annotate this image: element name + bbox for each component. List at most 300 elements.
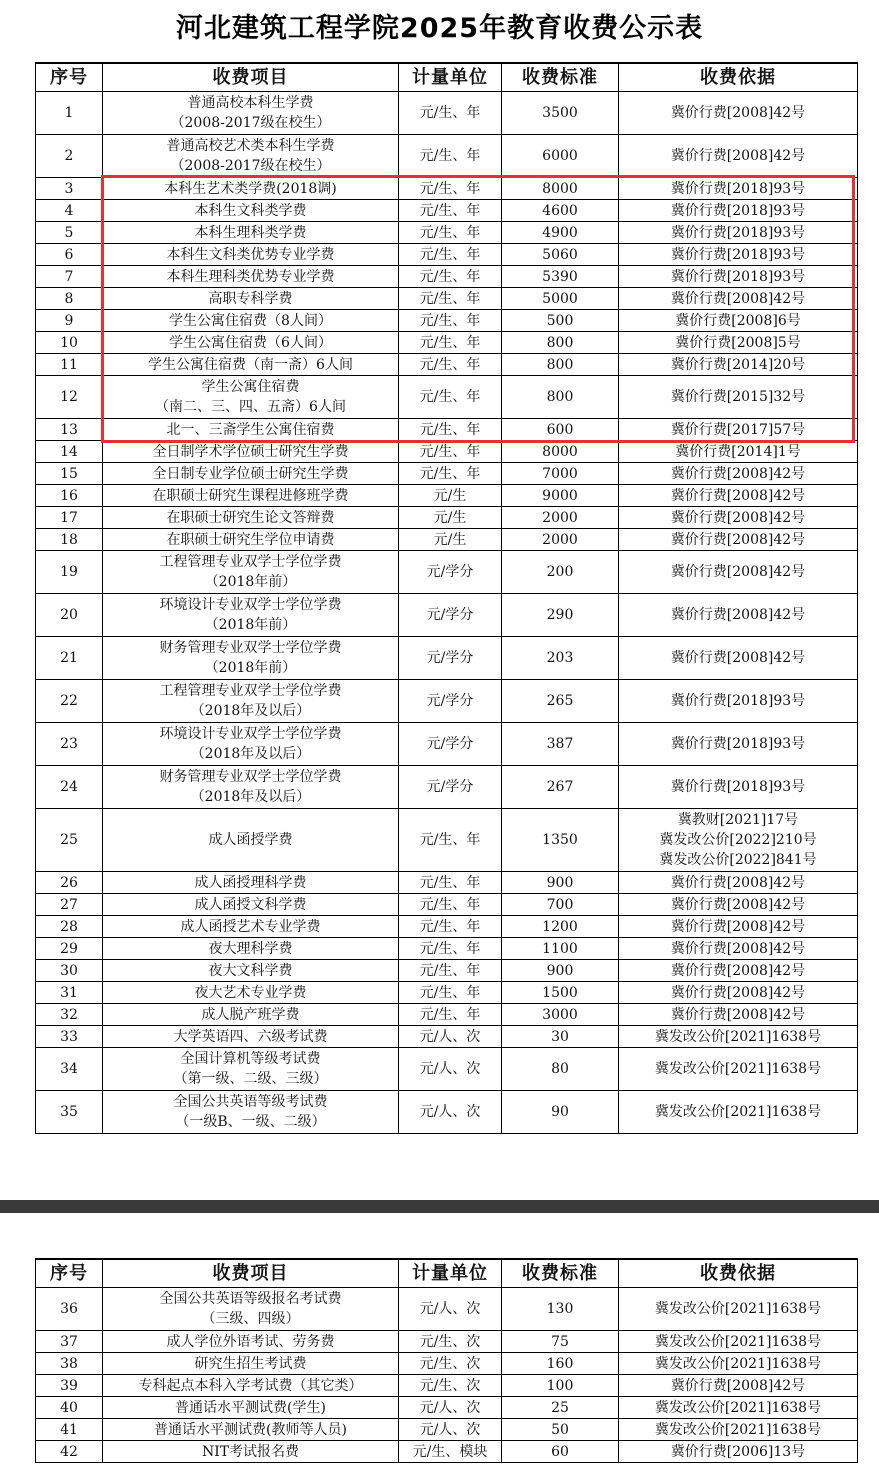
cell-basis: [619, 916, 858, 938]
cell-unit: 元/生: [399, 529, 502, 551]
table-row: [36, 594, 858, 637]
cell-fee: 900: [502, 960, 619, 982]
cell-fee: 267: [502, 766, 619, 809]
cell-unit: 元/人、次: [399, 1091, 502, 1134]
table-row: [36, 723, 858, 766]
cell-item: [103, 960, 399, 982]
cell-basis-line: 冀价行费[2018]93号: [670, 246, 806, 263]
cell-item-line: 财务管理专业双学士学位学费: [159, 640, 342, 656]
cell-unit: 元/生、年: [399, 938, 502, 960]
cell-basis-line: 冀价行费[2008]42号: [670, 918, 806, 935]
cell-basis: [619, 135, 858, 178]
cell-item-line: 在职硕士研究生学位申请费: [166, 531, 335, 548]
cell-unit: 元/生、年: [399, 809, 502, 872]
cell-basis-line: 冀价行费[2008]42号: [670, 607, 806, 623]
cell-basis: [619, 266, 858, 288]
cell-no: 23: [36, 723, 103, 766]
cell-basis: [619, 1419, 858, 1441]
cell-basis-line: 冀发改公价[2021]1638号: [654, 1421, 822, 1438]
table-row: [36, 354, 858, 376]
table-row: [36, 766, 858, 809]
table-row: [36, 92, 858, 135]
header-no: 序号: [36, 63, 103, 92]
cell-basis: [619, 1026, 858, 1048]
cell-unit: 元/生、次: [399, 1331, 502, 1353]
cell-item-line: 夜大艺术专业学费: [194, 984, 307, 1001]
cell-item: [103, 529, 399, 551]
cell-no: 37: [36, 1331, 103, 1353]
cell-fee: 5000: [502, 288, 619, 310]
cell-basis: [619, 1091, 858, 1134]
table-header-row: [36, 1259, 858, 1288]
table-row: [36, 1288, 858, 1331]
cell-fee: 2000: [502, 529, 619, 551]
cell-item: [103, 916, 399, 938]
cell-fee: 130: [502, 1288, 619, 1331]
cell-basis: [619, 872, 858, 894]
cell-fee: 9000: [502, 485, 619, 507]
cell-item: [103, 723, 399, 766]
cell-item: [103, 1288, 399, 1331]
cell-basis: [619, 178, 858, 200]
cell-item-line: （2018年及以后）: [190, 703, 311, 719]
table-row: [36, 1441, 858, 1463]
cell-item-line: 全日制专业学位硕士研究生学费: [152, 465, 349, 482]
cell-item: [103, 419, 399, 441]
cell-fee: 3000: [502, 1004, 619, 1026]
cell-basis: [619, 723, 858, 766]
cell-item-line: （第一级、二级、三级）: [173, 1071, 328, 1087]
cell-basis-line: 冀价行费[2018]93号: [670, 693, 806, 709]
cell-no: 28: [36, 916, 103, 938]
cell-item-line: 学生公寓住宿费（南一斋）6人间: [148, 356, 353, 373]
cell-fee: 25: [502, 1397, 619, 1419]
cell-basis-line: 冀价行费[2008]42号: [670, 984, 806, 1001]
cell-item: [103, 200, 399, 222]
cell-unit: 元/生、年: [399, 266, 502, 288]
cell-item: [103, 178, 399, 200]
cell-no: 24: [36, 766, 103, 809]
cell-unit: 元/学分: [399, 766, 502, 809]
cell-basis-line: 冀发改公价[2021]1638号: [654, 1301, 822, 1317]
cell-item: [103, 376, 399, 419]
cell-no: 30: [36, 960, 103, 982]
cell-no: 36: [36, 1288, 103, 1331]
cell-unit: 元/学分: [399, 594, 502, 637]
cell-fee: 1500: [502, 982, 619, 1004]
table-row: [36, 288, 858, 310]
cell-item: [103, 1375, 399, 1397]
cell-item: [103, 310, 399, 332]
fee-table-part-2: [35, 1258, 858, 1463]
cell-no: 18: [36, 529, 103, 551]
cell-basis: [619, 637, 858, 680]
cell-unit: 元/生、模块: [399, 1441, 502, 1463]
page-divider: [0, 1200, 879, 1213]
cell-no: 11: [36, 354, 103, 376]
cell-unit: 元/学分: [399, 723, 502, 766]
cell-item-line: 成人学位外语考试、劳务费: [166, 1333, 335, 1350]
cell-basis: [619, 809, 858, 872]
cell-basis: [619, 1331, 858, 1353]
cell-no: 22: [36, 680, 103, 723]
cell-item-line: 全国公共英语等级考试费: [173, 1094, 328, 1110]
cell-basis-line: 冀发改公价[2021]1638号: [654, 1355, 822, 1372]
cell-no: 6: [36, 244, 103, 266]
cell-basis-line: 冀价行费[2008]42号: [670, 1377, 806, 1394]
cell-item-line: 本科生艺术类学费(2018调): [164, 180, 337, 197]
cell-item-line: 本科生文科类学费: [194, 202, 307, 219]
cell-basis-line: 冀价行费[2008]5号: [675, 334, 801, 351]
cell-no: 34: [36, 1048, 103, 1091]
table-row: [36, 1353, 858, 1375]
cell-basis: [619, 1004, 858, 1026]
cell-unit: 元/生、年: [399, 419, 502, 441]
cell-no: 41: [36, 1419, 103, 1441]
cell-no: 21: [36, 637, 103, 680]
cell-fee: 100: [502, 1375, 619, 1397]
cell-item: [103, 1004, 399, 1026]
cell-unit: 元/生、年: [399, 135, 502, 178]
cell-fee: 6000: [502, 135, 619, 178]
cell-no: 38: [36, 1353, 103, 1375]
table-row: [36, 916, 858, 938]
cell-basis: [619, 419, 858, 441]
cell-item: [103, 1091, 399, 1134]
cell-item: [103, 441, 399, 463]
cell-item-line: 普通高校艺术类本科生学费: [166, 138, 335, 154]
cell-item-line: 成人函授学费: [208, 832, 293, 848]
table-row: [36, 1004, 858, 1026]
cell-unit: 元/生、年: [399, 354, 502, 376]
cell-unit: 元/生、年: [399, 916, 502, 938]
cell-item: [103, 1026, 399, 1048]
table-row: [36, 809, 858, 872]
cell-item: [103, 222, 399, 244]
cell-no: 29: [36, 938, 103, 960]
cell-basis: [619, 982, 858, 1004]
cell-basis-line: 冀价行费[2008]42号: [670, 105, 806, 121]
cell-fee: 200: [502, 551, 619, 594]
cell-fee: 700: [502, 894, 619, 916]
cell-basis-line: 冀价行费[2008]42号: [670, 148, 806, 164]
table-row: [36, 332, 858, 354]
cell-unit: 元/生: [399, 485, 502, 507]
table-row: [36, 1397, 858, 1419]
cell-item-line: 本科生理科类学费: [194, 224, 307, 241]
cell-basis: [619, 244, 858, 266]
cell-no: 5: [36, 222, 103, 244]
cell-basis: [619, 332, 858, 354]
table-row: [36, 441, 858, 463]
cell-item-line: （一级B、一级、二级）: [175, 1114, 326, 1130]
cell-item-line: 成人函授理科学费: [194, 874, 307, 891]
table-row: [36, 376, 858, 419]
cell-basis: [619, 354, 858, 376]
cell-item: [103, 551, 399, 594]
cell-basis-line: 冀价行费[2008]42号: [670, 290, 806, 307]
cell-unit: 元/生、年: [399, 332, 502, 354]
cell-fee: 800: [502, 376, 619, 419]
cell-fee: 60: [502, 1441, 619, 1463]
cell-basis: [619, 594, 858, 637]
cell-item-line: 全国公共英语等级报名考试费: [159, 1291, 342, 1307]
cell-item-line: 学生公寓住宿费（8人间）: [169, 312, 332, 329]
cell-fee: 800: [502, 354, 619, 376]
table-row: [36, 1048, 858, 1091]
cell-no: 16: [36, 485, 103, 507]
table-row: [36, 178, 858, 200]
cell-fee: 500: [502, 310, 619, 332]
table-row: [36, 310, 858, 332]
cell-fee: 600: [502, 419, 619, 441]
cell-basis-line: 冀价行费[2008]42号: [670, 650, 806, 666]
cell-no: 17: [36, 507, 103, 529]
table-row: [36, 507, 858, 529]
cell-basis: [619, 766, 858, 809]
cell-item-line: 研究生招生考试费: [194, 1355, 307, 1372]
table-row: [36, 222, 858, 244]
cell-item-line: （2008-2017级在校生）: [170, 158, 331, 174]
cell-item: [103, 938, 399, 960]
cell-fee: 4900: [502, 222, 619, 244]
fee-table-part-1: [35, 62, 858, 1134]
cell-unit: 元/生、年: [399, 288, 502, 310]
cell-basis-line: 冀价行费[2008]42号: [670, 896, 806, 913]
cell-basis-line: 冀价行费[2018]93号: [670, 779, 806, 795]
cell-fee: 5060: [502, 244, 619, 266]
table-row: [36, 1026, 858, 1048]
cell-item: [103, 894, 399, 916]
cell-unit: 元/生、年: [399, 982, 502, 1004]
cell-basis: [619, 1375, 858, 1397]
table-row: [36, 244, 858, 266]
cell-unit: 元/生、年: [399, 894, 502, 916]
cell-item: [103, 1353, 399, 1375]
cell-unit: 元/生、年: [399, 200, 502, 222]
cell-item: [103, 1331, 399, 1353]
table-row: [36, 960, 858, 982]
cell-basis: [619, 960, 858, 982]
cell-basis: [619, 1441, 858, 1463]
cell-basis-line: 冀价行费[2008]42号: [670, 487, 806, 504]
cell-unit: 元/人、次: [399, 1419, 502, 1441]
cell-basis-line: 冀价行费[2008]42号: [670, 874, 806, 891]
cell-item-line: 普通高校本科生学费: [187, 95, 314, 111]
cell-item: [103, 244, 399, 266]
cell-basis: [619, 288, 858, 310]
cell-item-line: （2018年前）: [204, 574, 297, 590]
table-row: [36, 463, 858, 485]
table-row: [36, 1419, 858, 1441]
cell-item-line: 夜大理科学费: [208, 940, 293, 957]
cell-fee: 265: [502, 680, 619, 723]
cell-item: [103, 485, 399, 507]
cell-basis-line: 冀价行费[2008]42号: [670, 564, 806, 580]
header-item: 收费项目: [103, 1259, 399, 1288]
cell-basis: [619, 1288, 858, 1331]
cell-unit: 元/人、次: [399, 1397, 502, 1419]
cell-no: 10: [36, 332, 103, 354]
cell-item-line: 本科生文科类优势专业学费: [166, 246, 335, 263]
cell-basis: [619, 894, 858, 916]
cell-no: 4: [36, 200, 103, 222]
cell-basis: [619, 1397, 858, 1419]
cell-no: 7: [36, 266, 103, 288]
cell-item-line: 全国计算机等级考试费: [180, 1051, 321, 1067]
cell-item: [103, 1441, 399, 1463]
cell-no: 12: [36, 376, 103, 419]
cell-fee: 387: [502, 723, 619, 766]
cell-unit: 元/生、年: [399, 92, 502, 135]
cell-item: [103, 594, 399, 637]
cell-item-line: 工程管理专业双学士学位学费: [159, 554, 342, 570]
cell-no: 26: [36, 872, 103, 894]
cell-fee: 900: [502, 872, 619, 894]
cell-basis: [619, 441, 858, 463]
cell-item: [103, 1048, 399, 1091]
cell-item-line: 成人脱产班学费: [201, 1006, 300, 1023]
cell-item-line: （2018年前）: [204, 617, 297, 633]
cell-unit: 元/生、次: [399, 1375, 502, 1397]
cell-item-line: 普通话水平测试费(教师等人员): [154, 1421, 347, 1438]
cell-no: 31: [36, 982, 103, 1004]
cell-unit: 元/生、年: [399, 441, 502, 463]
cell-unit: 元/人、次: [399, 1026, 502, 1048]
table-row: [36, 680, 858, 723]
cell-no: 32: [36, 1004, 103, 1026]
cell-fee: 1200: [502, 916, 619, 938]
cell-unit: 元/生、年: [399, 1004, 502, 1026]
cell-fee: 290: [502, 594, 619, 637]
table-row: [36, 1331, 858, 1353]
cell-basis: [619, 92, 858, 135]
cell-no: 27: [36, 894, 103, 916]
cell-basis: [619, 1048, 858, 1091]
cell-unit: 元/生: [399, 507, 502, 529]
cell-item: [103, 637, 399, 680]
cell-basis-line: 冀价行费[2018]93号: [670, 180, 806, 197]
cell-no: 25: [36, 809, 103, 872]
cell-fee: 800: [502, 332, 619, 354]
cell-item: [103, 266, 399, 288]
cell-item: [103, 92, 399, 135]
cell-item-line: （南二、三、四、五斋）6人间: [155, 399, 346, 415]
table-row: [36, 637, 858, 680]
cell-basis-line: 冀价行费[2008]42号: [670, 1006, 806, 1023]
cell-item-line: （2018年及以后）: [190, 746, 311, 762]
cell-item-line: 财务管理专业双学士学位学费: [159, 769, 342, 785]
cell-unit: 元/生、年: [399, 244, 502, 266]
cell-item-line: 环境设计专业双学士学位学费: [159, 726, 342, 742]
cell-fee: 1100: [502, 938, 619, 960]
cell-basis-line: 冀价行费[2015]32号: [670, 389, 806, 405]
table-row: [36, 135, 858, 178]
cell-item-line: 夜大文科学费: [208, 962, 293, 979]
cell-unit: 元/人、次: [399, 1288, 502, 1331]
cell-unit: 元/生、次: [399, 1353, 502, 1375]
header-basis: 收费依据: [619, 63, 858, 92]
cell-fee: 5390: [502, 266, 619, 288]
cell-unit: 元/生、年: [399, 960, 502, 982]
table-row: [36, 200, 858, 222]
cell-item: [103, 288, 399, 310]
cell-item: [103, 1397, 399, 1419]
table-row: [36, 1375, 858, 1397]
cell-basis-line: 冀价行费[2018]93号: [670, 202, 806, 219]
cell-item-line: 在职硕士研究生课程进修班学费: [152, 487, 349, 504]
cell-basis-line: 冀发改公价[2021]1638号: [654, 1104, 822, 1120]
cell-no: 20: [36, 594, 103, 637]
cell-basis-line: 冀教财[2021]17号: [677, 812, 799, 828]
cell-item-line: 学生公寓住宿费（6人间）: [169, 334, 332, 351]
cell-basis-line: 冀发改公价[2021]1638号: [654, 1028, 822, 1045]
cell-no: 15: [36, 463, 103, 485]
table-row: [36, 894, 858, 916]
cell-fee: 50: [502, 1419, 619, 1441]
cell-fee: 2000: [502, 507, 619, 529]
cell-item-line: （2018年前）: [204, 660, 297, 676]
cell-basis-line: 冀价行费[2008]42号: [670, 531, 806, 548]
cell-item-line: 北一、三斋学生公寓住宿费: [166, 421, 335, 438]
cell-basis-line: 冀价行费[2008]42号: [670, 465, 806, 482]
cell-no: 8: [36, 288, 103, 310]
cell-fee: 3500: [502, 92, 619, 135]
cell-item: [103, 1419, 399, 1441]
cell-item-line: 专科起点本科入学考试费（其它类）: [138, 1377, 363, 1394]
cell-unit: 元/生、年: [399, 872, 502, 894]
cell-item-line: 工程管理专业双学士学位学费: [159, 683, 342, 699]
cell-item-line: NIT考试报名费: [201, 1443, 300, 1460]
header-basis: 收费依据: [619, 1259, 858, 1288]
cell-basis-line: 冀发改公价[2021]1638号: [654, 1399, 822, 1416]
cell-basis-line: 冀价行费[2008]6号: [675, 312, 801, 329]
cell-item: [103, 982, 399, 1004]
cell-unit: 元/生、年: [399, 222, 502, 244]
cell-basis-line: 冀价行费[2018]93号: [670, 224, 806, 241]
cell-fee: 90: [502, 1091, 619, 1134]
cell-basis-line: 冀价行费[2014]20号: [670, 356, 806, 373]
cell-item: [103, 463, 399, 485]
cell-basis: [619, 222, 858, 244]
cell-item: [103, 332, 399, 354]
cell-unit: 元/学分: [399, 637, 502, 680]
table-row: [36, 982, 858, 1004]
cell-item-line: 全日制学术学位硕士研究生学费: [152, 443, 349, 460]
cell-item: [103, 135, 399, 178]
cell-no: 13: [36, 419, 103, 441]
table-row: [36, 872, 858, 894]
cell-item-line: 成人函授艺术专业学费: [180, 918, 321, 935]
cell-item-line: 普通话水平测试费(学生): [175, 1399, 326, 1416]
cell-no: 35: [36, 1091, 103, 1134]
table-row: [36, 529, 858, 551]
page-title: 河北建筑工程学院2025年教育收费公示表: [175, 13, 704, 44]
cell-basis: [619, 938, 858, 960]
cell-no: 2: [36, 135, 103, 178]
cell-item-line: 本科生理科类优势专业学费: [166, 268, 335, 285]
header-item: 收费项目: [103, 63, 399, 92]
table-row: [36, 266, 858, 288]
cell-item: [103, 872, 399, 894]
cell-basis: [619, 200, 858, 222]
cell-unit: 元/生、年: [399, 376, 502, 419]
cell-no: 19: [36, 551, 103, 594]
cell-basis: [619, 529, 858, 551]
cell-fee: 1350: [502, 809, 619, 872]
cell-item-line: 高职专科学费: [208, 290, 293, 307]
cell-item-line: （2018年及以后）: [190, 789, 311, 805]
